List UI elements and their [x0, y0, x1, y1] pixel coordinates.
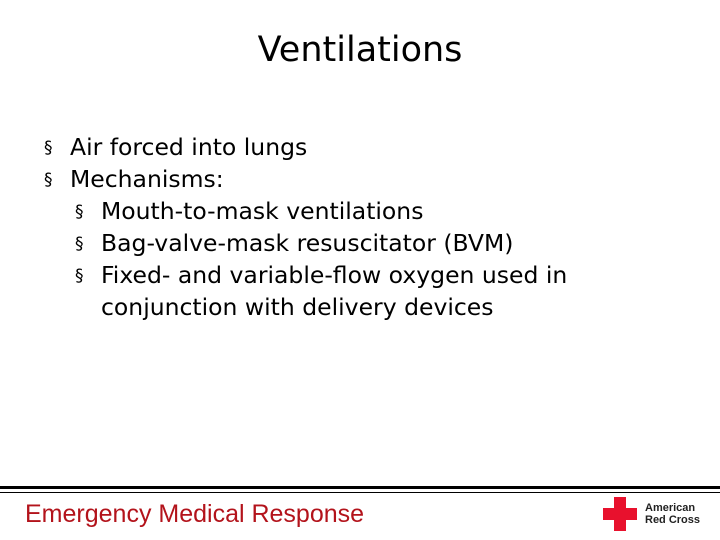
red-cross-logo-text	[645, 502, 700, 526]
logo-line-1: American	[645, 502, 696, 514]
bullet-text: Fixed- and variable-flow oxygen used in conjunction with delivery devices	[101, 261, 568, 321]
bullet-item	[44, 131, 684, 163]
bullet-text: Mouth-to-mask ventilations	[101, 197, 424, 225]
sub-bullet-item	[75, 227, 684, 259]
bullet-item	[44, 163, 684, 195]
bullet-marker: §	[75, 234, 84, 254]
bullet-marker: §	[75, 202, 84, 222]
footer-divider-thin	[0, 492, 720, 493]
bullet-marker: §	[44, 138, 53, 158]
red-cross-icon	[603, 497, 637, 531]
footer-divider-thick	[0, 486, 720, 489]
bullet-list	[44, 131, 684, 323]
bullet-marker: §	[75, 266, 84, 286]
sub-bullet-item	[75, 259, 684, 323]
footer-course-title: Emergency Medical Response	[25, 500, 365, 528]
sub-bullet-item	[75, 195, 684, 227]
bullet-marker: §	[44, 170, 53, 190]
slide-title: Ventilations	[257, 30, 463, 70]
bullet-text: Mechanisms:	[70, 165, 224, 193]
bullet-text: Bag-valve-mask resuscitator (BVM)	[101, 229, 514, 257]
logo-line-2: Red Cross	[645, 514, 701, 526]
bullet-text: Air forced into lungs	[70, 133, 308, 161]
